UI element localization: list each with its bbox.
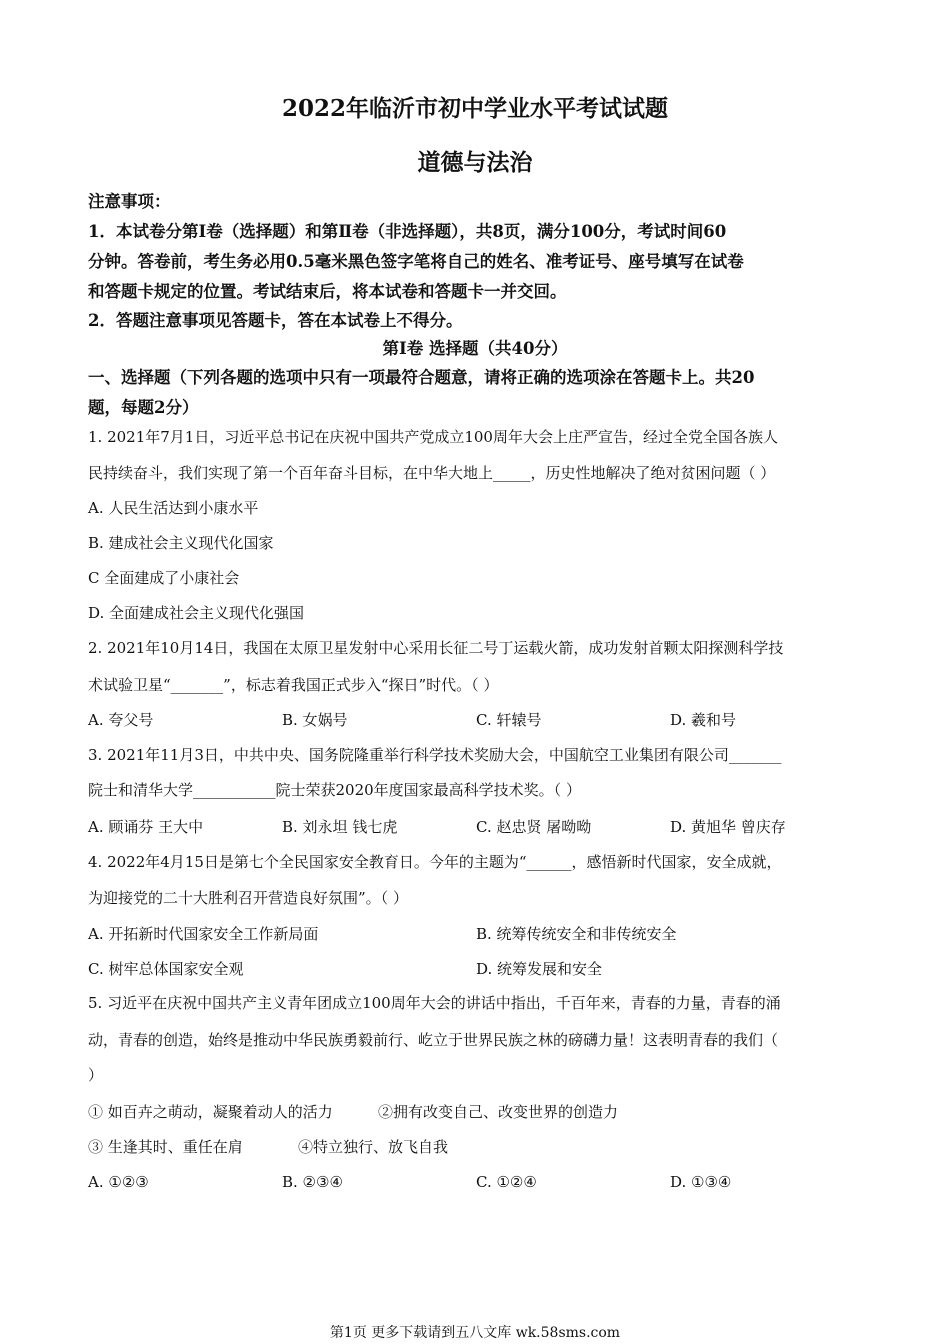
question-5-stem: ） (88, 1066, 104, 1084)
section-title: 第Ⅰ卷 选择题（共40分） (382, 339, 568, 358)
exam-title: 2022年临沂市初中学业水平考试试题 (281, 95, 668, 122)
question-4-option-a: A. 开拓新时代国家安全工作新局面 (88, 925, 319, 943)
part-heading: 一、选择题（下列各题的选项中只有一项最符合题意，请将正确的选项涂在答题卡上。共20 (88, 368, 755, 387)
question-2-option-c: C. 轩辕号 (476, 711, 542, 729)
question-3-option-b: B. 刘永坦 钱七虎 (282, 818, 398, 836)
question-5-item: ④特立独行、放飞自我 (298, 1138, 449, 1156)
question-4-option-b: B. 统筹传统安全和非传统安全 (476, 925, 677, 943)
notice-line: 1．本试卷分第Ⅰ卷（选择题）和第Ⅱ卷（非选择题），共8页，满分100分，考试时间60 (88, 222, 727, 241)
question-1-option-a: A. 人民生活达到小康水平 (88, 499, 259, 517)
question-2-option-a: A. 夸父号 (88, 711, 154, 729)
question-5-option-d: D. ①③④ (670, 1173, 732, 1191)
part-heading: 题，每题2分） (88, 398, 199, 417)
question-5-item: ②拥有改变自己、改变世界的创造力 (378, 1103, 619, 1121)
page-footer: 第1页 更多下载请到五八文库 wk.58sms.com (329, 1325, 621, 1341)
question-5-stem: 5. 习近平在庆祝中国共产主义青年团成立100周年大会的讲话中指出，千百年来，青春的力量，青春的涌 (88, 994, 781, 1012)
notice-line: 分钟。答卷前，考生务必用0.5毫米黑色签字笔将自己的姓名、准考证号、座号填写在试卷 (88, 252, 744, 271)
question-1-option-b: B. 建成社会主义现代化国家 (88, 534, 274, 552)
question-5-option-a: A. ①②③ (88, 1173, 149, 1191)
question-3-option-c: C. 赵忠贤 屠呦呦 (476, 818, 592, 836)
question-2-stem: 术试验卫星“_______”，标志着我国正式步入“探日”时代。（ ） (88, 676, 499, 694)
question-1-stem: 民持续奋斗，我们实现了第一个百年奋斗目标，在中华大地上_____，历史性地解决了绝对贫困问题（ ） (88, 464, 776, 482)
notice-heading: 注意事项： (88, 192, 171, 211)
question-1-option-d: D. 全面建成社会主义现代化强国 (88, 604, 305, 622)
question-5-option-c: C. ①②④ (476, 1173, 537, 1191)
subject-title: 道德与法治 (417, 149, 533, 176)
question-3-option-d: D. 黄旭华 曾庆存 (670, 818, 786, 836)
question-3-option-a: A. 顾诵芬 王大中 (88, 818, 204, 836)
question-5-stem: 动，青春的创造，始终是推动中华民族勇毅前行、屹立于世界民族之林的磅礴力量！这表明青春的我们（ (88, 1031, 779, 1049)
question-4-stem: 为迎接党的二十大胜利召开营造良好氛围”。（ ） (88, 889, 408, 907)
question-5-item: ③ 生逢其时、重任在肩 (88, 1138, 243, 1156)
question-4-stem: 4. 2022年4月15日是第七个全民国家安全教育日。今年的主题为“______，感悟新时代国家，安全成就， (88, 853, 782, 871)
question-2-stem: 2. 2021年10月14日，我国在太原卫星发射中心采用长征二号丁运载火箭，成功发射首颗太阳探测科学技 (88, 639, 784, 657)
question-3-stem: 3. 2021年11月3日，中共中央、国务院隆重举行科学技术奖励大会，中国航空工业集团有限公司_______ (88, 746, 782, 764)
question-5-option-b: B. ②③④ (282, 1173, 343, 1191)
notice-line: 2．答题注意事项见答题卡，答在本试卷上不得分。 (88, 311, 463, 330)
question-1-stem: 1. 2021年7月1日，习近平总书记在庆祝中国共产党成立100周年大会上庄严宣告，经过全党全国各族人 (88, 428, 778, 446)
question-3-stem: 院士和清华大学___________院士荣获2020年度国家最高科学技术奖。（ ） (88, 781, 581, 799)
question-5-item: ① 如百卉之萌动，凝聚着动人的活力 (88, 1103, 333, 1121)
question-2-option-b: B. 女娲号 (282, 711, 348, 729)
question-4-option-c: C. 树牢总体国家安全观 (88, 960, 244, 978)
question-2-option-d: D. 羲和号 (670, 711, 737, 729)
notice-line: 和答题卡规定的位置。考试结束后，将本试卷和答题卡一并交回。 (88, 282, 567, 301)
question-1-option-c: C 全面建成了小康社会 (88, 569, 240, 587)
question-4-option-d: D. 统筹发展和安全 (476, 960, 603, 978)
